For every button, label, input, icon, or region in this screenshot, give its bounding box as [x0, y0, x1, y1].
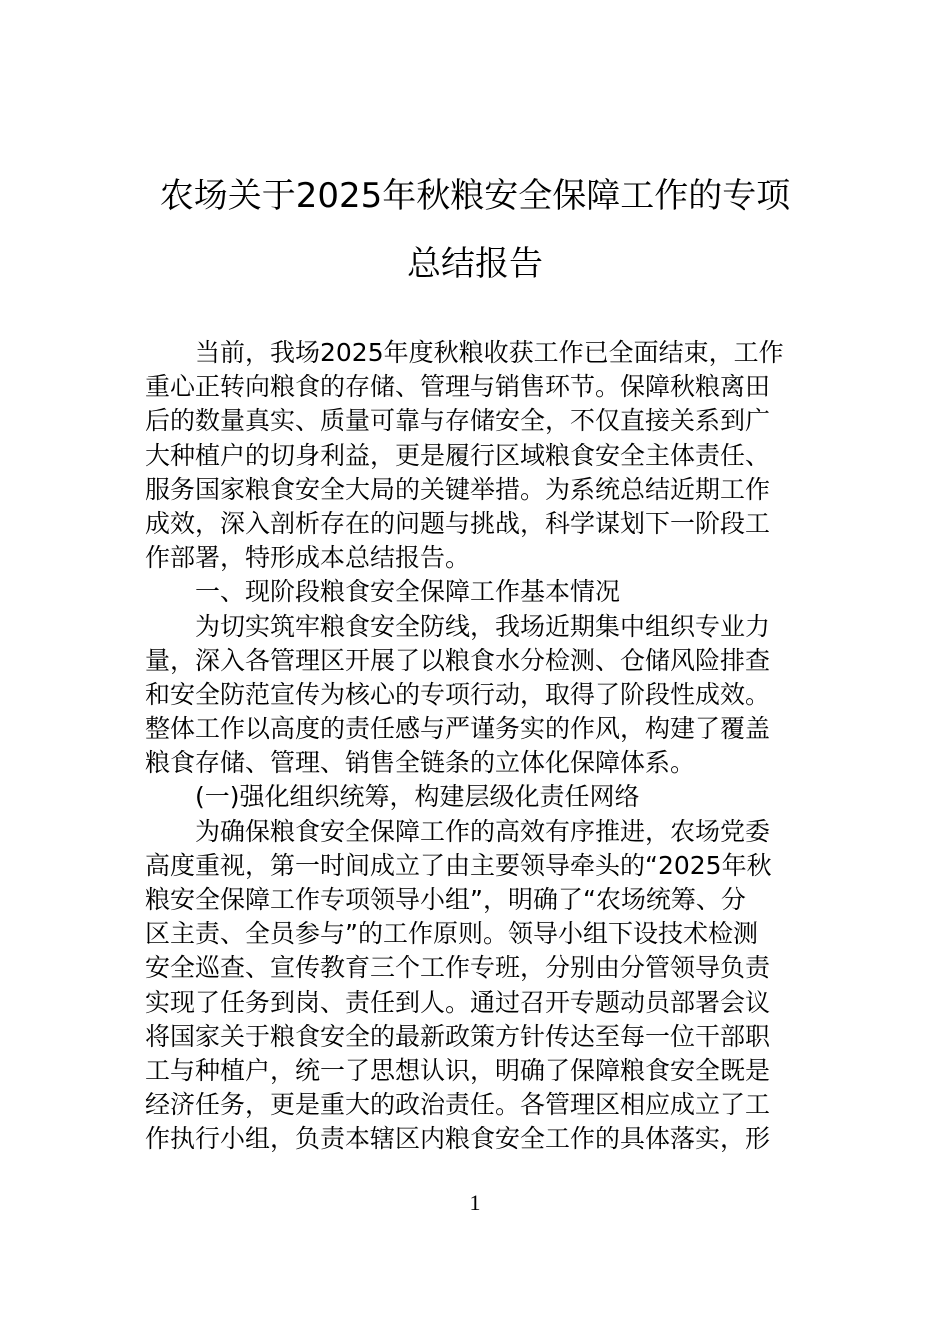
paragraph-line: 为确保粮食安全保障工作的高效有序推进，农场党委 [195, 816, 771, 846]
section-heading: 一、现阶段粮食安全保障工作基本情况 [195, 577, 621, 607]
paragraph-line: 将国家关于粮食安全的最新政策方针传达至每一位干部职 [145, 1021, 771, 1051]
document-title-line-2: 总结报告 [407, 244, 543, 284]
paragraph-line: 和安全防范宣传为核心的专项行动，取得了阶段性成效。 [145, 679, 771, 709]
paragraph-line: 粮食存储、管理、销售全链条的立体化保障体系。 [145, 748, 696, 778]
paragraph-line: 区主责、全员参与”的工作原则。领导小组下设技术检测 [145, 919, 758, 949]
paragraph-line: 大种植户的切身利益，更是履行区域粮食安全主体责任、 [145, 440, 771, 470]
paragraph-line: 作部署，特形成本总结报告。 [145, 543, 471, 573]
paragraph-line: 服务国家粮食安全大局的关键举措。为系统总结近期工作 [145, 474, 771, 504]
paragraph-line: 成效，深入剖析存在的问题与挑战，科学谋划下一阶段工 [145, 508, 771, 538]
document-body [145, 336, 805, 1157]
document-title-line-1: 农场关于2025年秋粮安全保障工作的专项 [159, 176, 791, 216]
paragraph-line: 重心正转向粮食的存储、管理与销售环节。保障秋粮离田 [145, 372, 771, 402]
paragraph-line: 后的数量真实、质量可靠与存储安全，不仅直接关系到广 [145, 406, 771, 436]
paragraph-line: 整体工作以高度的责任感与严谨务实的作风，构建了覆盖 [145, 714, 771, 744]
paragraph-line: 工与种植户，统一了思想认识，明确了保障粮食安全既是 [145, 1055, 771, 1085]
subsection-heading: (一)强化组织统筹，构建层级化责任网络 [195, 782, 640, 812]
paragraph-line: 当前，我场2025年度秋粮收获工作已全面结束，工作 [195, 338, 784, 367]
paragraph-line: 经济任务，更是重大的政治责任。各管理区相应成立了工 [145, 1090, 771, 1120]
paragraph-line: 安全巡查、宣传教育三个工作专班，分别由分管领导负责 [145, 953, 771, 983]
paragraph-line: 实现了任务到岗、责任到人。通过召开专题动员部署会议 [145, 987, 771, 1017]
paragraph-line: 作执行小组，负责本辖区内粮食安全工作的具体落实，形 [145, 1124, 771, 1154]
paragraph-line: 高度重视，第一时间成立了由主要领导牵头的“2025年秋 [145, 850, 772, 880]
paragraph-line: 粮安全保障工作专项领导小组”，明确了“农场统筹、分 [145, 885, 746, 914]
paragraph-line: 为切实筑牢粮食安全防线，我场近期集中组织专业力 [195, 611, 771, 641]
paragraph-line: 量，深入各管理区开展了以粮食水分检测、仓储风险排查 [145, 645, 771, 675]
page-number: 1 [469, 1190, 481, 1215]
